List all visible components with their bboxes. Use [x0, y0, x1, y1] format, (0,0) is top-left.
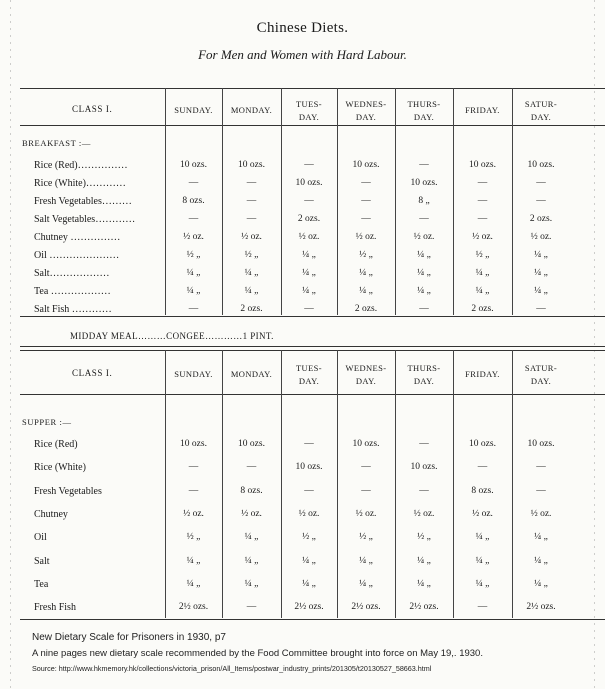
supper-cell: ¼ „ — [417, 555, 431, 566]
breakfast-cell: 2 ozs. — [354, 304, 378, 314]
supper-cell: ¼ „ — [244, 578, 259, 589]
midday-meal-line: MIDDAY MEAL………CONGEE…………1 PINT. — [70, 331, 274, 341]
supper-cell: — — [477, 602, 488, 613]
breakfast-cell: — — [419, 214, 429, 224]
supper-cell: — — [361, 462, 371, 473]
supper-cell: ¼ „ — [475, 578, 490, 589]
breakfast-cell: ¼ „ — [534, 250, 548, 260]
breakfast-cell: ¼ „ — [417, 250, 431, 260]
breakfast-cell: — — [419, 304, 429, 314]
breakfast-cell: ¼ „ — [475, 268, 490, 278]
breakfast-row-label: Salt……………… — [34, 268, 110, 279]
breakfast-cell: — — [188, 178, 199, 188]
breakfast-row-label: Rice (White)………… — [34, 178, 126, 189]
breakfast-header-rule — [20, 125, 605, 126]
supper-row-label: Chutney — [34, 508, 68, 520]
breakfast-cell: ½ oz. — [241, 232, 262, 242]
breakfast-cell: 2 ozs. — [240, 304, 263, 314]
breakfast-row-label: Rice (Red)…………… — [34, 160, 128, 171]
supper-cell: ¼ „ — [302, 578, 316, 589]
breakfast-cell: — — [246, 178, 257, 188]
day-header-line1: SATUR- — [524, 99, 558, 109]
supper-col-divider — [453, 350, 454, 618]
supper-col-divider — [512, 350, 513, 618]
supper-cell: — — [246, 602, 257, 613]
supper-cell: ¼ „ — [534, 532, 548, 543]
supper-cell: ¼ „ — [359, 555, 373, 566]
breakfast-cell: 2 ozs. — [297, 214, 321, 224]
breakfast-cell: ¼ „ — [417, 286, 431, 296]
breakfast-cell: ¼ „ — [244, 268, 259, 278]
breakfast-row-label: Salt Vegetables………… — [34, 214, 136, 225]
supper-cell: — — [536, 462, 546, 473]
supper-col-divider — [165, 350, 166, 618]
supper-cell: 2½ ozs. — [409, 602, 439, 613]
breakfast-cell: ¼ „ — [302, 250, 316, 260]
breakfast-cell: — — [304, 160, 314, 170]
breakfast-cell: ½ oz. — [472, 232, 493, 242]
breakfast-cell: 10 ozs. — [352, 160, 380, 170]
breakfast-day-header-5 — [453, 104, 512, 117]
supper-cell: ¼ „ — [534, 555, 548, 566]
breakfast-cell: — — [246, 214, 257, 224]
breakfast-cell: ½ oz. — [355, 232, 377, 242]
supper-cell: 10 ozs. — [469, 439, 496, 449]
breakfast-cell: — — [188, 214, 199, 224]
breakfast-cell: ½ „ — [359, 250, 373, 260]
supper-cell: 8 ozs. — [471, 485, 494, 496]
breakfast-cell: 2 ozs. — [529, 214, 553, 224]
midday-top-rule — [20, 316, 605, 317]
day-header-line1: THURS- — [407, 363, 441, 373]
supper-cell: 10 ozs. — [352, 439, 380, 449]
day-header-line2: DAY. — [530, 376, 552, 386]
supper-row-label: Rice (White) — [34, 462, 86, 474]
supper-class-label: CLASS I. — [72, 368, 113, 378]
breakfast-cell: 10 ozs. — [469, 160, 496, 170]
supper-cell: ¼ „ — [244, 532, 259, 543]
breakfast-cell: — — [536, 196, 546, 206]
supper-cell: 10 ozs. — [295, 462, 323, 473]
supper-cell: — — [304, 439, 314, 449]
supper-cell: ¼ „ — [244, 555, 259, 566]
supper-cell: ½ oz. — [355, 508, 377, 519]
supper-cell: ¼ „ — [186, 555, 201, 566]
supper-row-label: Fresh Vegetables — [34, 485, 102, 497]
supper-row-label: Oil — [34, 532, 47, 544]
supper-cell: ½ „ — [359, 532, 373, 543]
supper-label: SUPPER :— — [22, 417, 72, 427]
supper-row-label: Salt — [34, 555, 50, 567]
breakfast-day-header-3 — [337, 98, 395, 124]
supper-top-rule — [20, 350, 605, 351]
supper-header-rule — [20, 394, 605, 395]
supper-cell: ½ „ — [186, 532, 201, 543]
supper-cell: ½ „ — [302, 532, 316, 543]
supper-cell: ½ oz. — [241, 508, 262, 519]
supper-cell: — — [477, 462, 488, 473]
day-header-line1: SUNDAY. — [174, 369, 213, 379]
supper-cell: 2½ ozs. — [178, 602, 209, 613]
breakfast-cell: — — [419, 160, 429, 170]
supper-row-label: Fresh Fish — [34, 602, 76, 614]
day-header-line2: DAY. — [355, 376, 377, 386]
breakfast-cell: — — [477, 178, 488, 188]
breakfast-day-header-6 — [512, 98, 570, 124]
supper-cell: ¼ „ — [417, 578, 431, 589]
supper-col-divider — [395, 350, 396, 618]
supper-cell: 10 ozs. — [410, 462, 438, 473]
supper-day-header-5 — [453, 368, 512, 381]
breakfast-row-label: Fresh Vegetables……… — [34, 196, 132, 207]
breakfast-class-label: CLASS I. — [72, 104, 113, 114]
supper-cell: 10 ozs. — [527, 439, 555, 449]
supper-day-header-2 — [281, 362, 337, 388]
breakfast-cell: ½ „ — [186, 250, 201, 260]
supper-cell: — — [419, 485, 429, 496]
breakfast-cell: ¼ „ — [302, 268, 316, 278]
breakfast-row-label: Chutney …………… — [34, 232, 121, 243]
supper-cell: ¼ „ — [475, 555, 490, 566]
day-header-line2: DAY. — [413, 112, 435, 122]
table-bottom-rule — [20, 619, 605, 620]
day-header-line1: WEDNES- — [345, 99, 387, 109]
breakfast-cell: — — [536, 304, 546, 314]
supper-day-header-4 — [395, 362, 453, 388]
breakfast-cell: ¼ „ — [186, 286, 201, 296]
breakfast-cell: ¼ „ — [534, 268, 548, 278]
right-edge-scan-noise — [594, 0, 595, 689]
breakfast-cell: ¼ „ — [417, 268, 431, 278]
supper-cell: — — [419, 439, 429, 449]
breakfast-cell: ½ „ — [475, 250, 490, 260]
breakfast-cell: ½ „ — [244, 250, 259, 260]
breakfast-cell: — — [188, 304, 199, 314]
supper-cell: ¼ „ — [186, 578, 201, 589]
page-title: Chinese Diets. — [256, 20, 349, 36]
supper-cell: 10 ozs. — [180, 439, 207, 449]
day-header-line1: WEDNES- — [345, 363, 387, 373]
breakfast-cell: 8 „ — [418, 196, 430, 206]
footer-source: Source: http://www.hkmemory.hk/collections/victoria_prison/All_Items/postwar_industry_prints/201305/t20130527_58663.html — [32, 664, 432, 673]
breakfast-cell: ½ oz. — [298, 232, 320, 242]
supper-cell: — — [536, 485, 546, 496]
breakfast-cell: 2 ozs. — [471, 304, 494, 314]
left-edge-scan-noise — [10, 0, 11, 689]
day-header-line1: THURS- — [407, 99, 441, 109]
breakfast-cell: ¼ „ — [359, 268, 373, 278]
supper-cell: 2½ ozs. — [526, 602, 556, 613]
breakfast-cell: — — [304, 196, 314, 206]
breakfast-cell: ¼ „ — [475, 286, 490, 296]
page-subtitle: For Men and Women with Hard Labour. — [198, 47, 407, 62]
supper-cell: ¼ „ — [475, 532, 490, 543]
breakfast-cell: ¼ „ — [302, 286, 316, 296]
footer-description: A nine pages new dietary scale recommended by the Food Committee brought into force on May 19,. 1930. — [32, 648, 483, 659]
supper-cell: 8 ozs. — [240, 485, 263, 496]
supper-day-header-6 — [512, 362, 570, 388]
supper-cell: — — [304, 485, 314, 496]
breakfast-cell: ½ oz. — [183, 232, 204, 242]
breakfast-day-header-1 — [222, 104, 281, 117]
supper-col-divider — [337, 350, 338, 618]
breakfast-cell: — — [304, 304, 314, 314]
supper-cell: 2½ ozs. — [294, 602, 324, 613]
day-header-line1: SATUR- — [524, 363, 558, 373]
supper-cell: ½ oz. — [298, 508, 320, 519]
day-header-line2: DAY. — [413, 376, 435, 386]
supper-cell: — — [361, 485, 371, 496]
day-header-line2: DAY. — [355, 112, 377, 122]
day-header-line1: FRIDAY. — [465, 369, 500, 379]
supper-cell: ¼ „ — [359, 578, 373, 589]
breakfast-cell: — — [361, 214, 371, 224]
supper-cell: — — [246, 462, 257, 473]
supper-cell: ½ oz. — [472, 508, 493, 519]
supper-row-label: Tea — [34, 578, 49, 590]
breakfast-cell: ½ oz. — [530, 232, 552, 242]
day-header-line1: TUES- — [295, 363, 323, 373]
supper-cell: ¼ „ — [302, 555, 316, 566]
breakfast-row-label: Salt Fish ………… — [34, 304, 112, 315]
day-header-line1: FRIDAY. — [465, 105, 500, 115]
supper-cell: 10 ozs. — [238, 439, 265, 449]
day-header-line2: DAY. — [298, 376, 320, 386]
breakfast-cell: 10 ozs. — [410, 178, 438, 188]
breakfast-cell: — — [246, 196, 257, 206]
breakfast-row-label: Oil ………………… — [34, 250, 120, 261]
supper-cell: — — [188, 462, 199, 473]
breakfast-cell: 10 ozs. — [295, 178, 323, 188]
breakfast-cell: — — [477, 196, 488, 206]
supper-col-divider — [281, 350, 282, 618]
day-header-line1: TUES- — [295, 99, 323, 109]
breakfast-cell: — — [361, 196, 371, 206]
breakfast-cell: — — [361, 178, 371, 188]
supper-cell: 2½ ozs. — [351, 602, 381, 613]
breakfast-cell: ¼ „ — [534, 286, 548, 296]
breakfast-top-rule — [20, 88, 605, 89]
breakfast-cell: ¼ „ — [186, 268, 201, 278]
supper-cell: — — [188, 485, 199, 496]
supper-day-header-3 — [337, 362, 395, 388]
supper-cell: ½ oz. — [413, 508, 435, 519]
breakfast-cell: 10 ozs. — [180, 160, 207, 170]
supper-col-divider — [222, 350, 223, 618]
supper-cell: ¼ „ — [534, 578, 548, 589]
breakfast-cell: — — [536, 178, 546, 188]
supper-row-label: Rice (Red) — [34, 439, 78, 450]
day-header-line2: DAY. — [298, 112, 320, 122]
breakfast-day-header-2 — [281, 98, 337, 124]
day-header-line1: SUNDAY. — [174, 105, 213, 115]
day-header-line2: DAY. — [530, 112, 552, 122]
supper-cell: ½ oz. — [183, 508, 204, 519]
breakfast-cell: 10 ozs. — [527, 160, 555, 170]
breakfast-cell: ½ oz. — [413, 232, 435, 242]
day-header-line1: MONDAY. — [230, 369, 273, 379]
breakfast-cell: ¼ „ — [359, 286, 373, 296]
supper-cell: ½ „ — [417, 532, 431, 543]
day-header-line1: MONDAY. — [230, 105, 273, 115]
supper-day-header-1 — [222, 368, 281, 381]
supper-cell: ½ oz. — [530, 508, 552, 519]
supper-day-header-0 — [165, 368, 222, 381]
breakfast-day-header-0 — [165, 104, 222, 117]
breakfast-cell: — — [477, 214, 488, 224]
breakfast-label: BREAKFAST :— — [22, 138, 91, 148]
breakfast-row-label: Tea ……………… — [34, 286, 111, 297]
breakfast-day-header-4 — [395, 98, 453, 124]
breakfast-cell: 10 ozs. — [238, 160, 265, 170]
breakfast-cell: 8 ozs. — [182, 196, 205, 206]
breakfast-cell: ¼ „ — [244, 286, 259, 296]
midday-bottom-rule — [20, 346, 605, 347]
footer-caption: New Dietary Scale for Prisoners in 1930, p7 — [32, 632, 226, 643]
